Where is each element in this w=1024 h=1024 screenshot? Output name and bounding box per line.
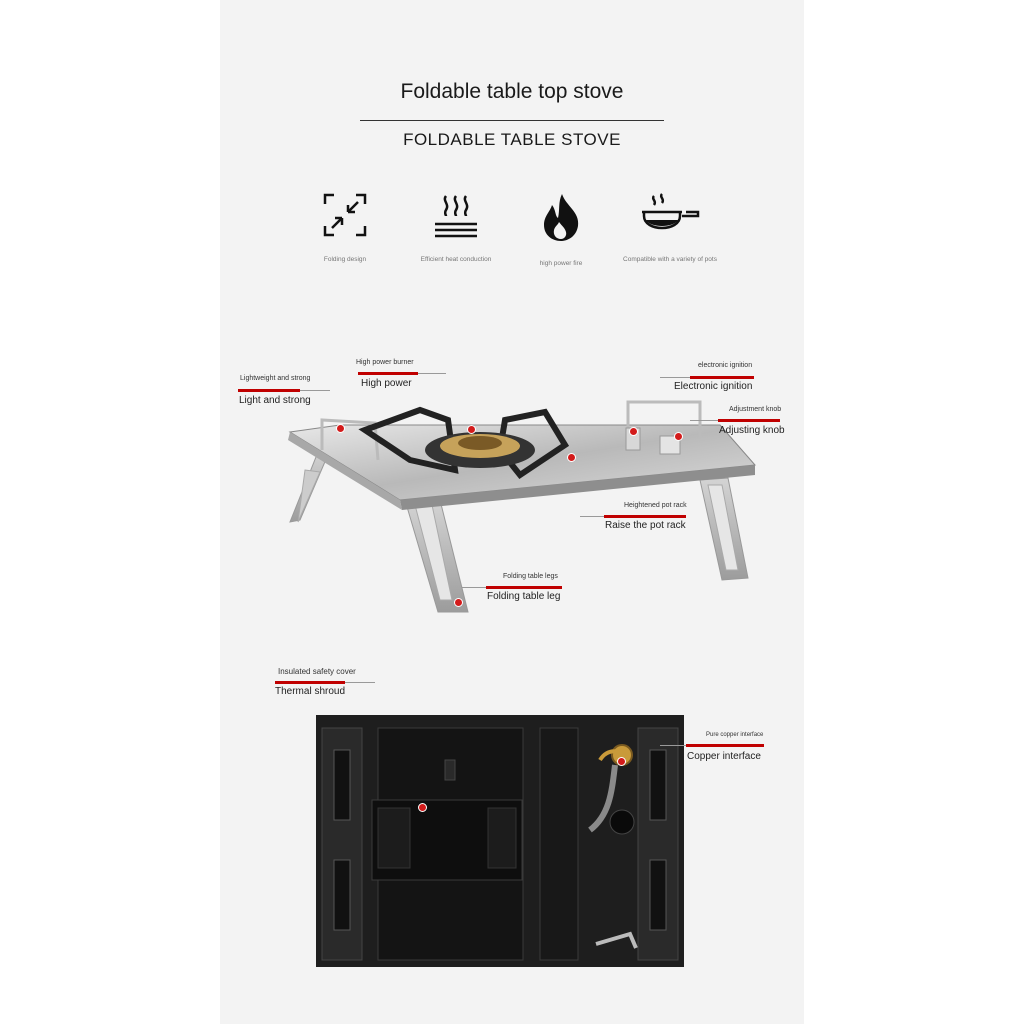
page-title: Foldable table top stove bbox=[400, 80, 624, 103]
label-light-big: Light and strong bbox=[239, 395, 311, 406]
label-knob-big: Adjusting knob bbox=[719, 425, 785, 436]
label-light-small: Lightweight and strong bbox=[240, 375, 311, 382]
feature-caption-pot: Compatible with a variety of pots bbox=[623, 256, 717, 263]
label-ignition-big: Electronic ignition bbox=[674, 381, 753, 392]
label-copper-bar bbox=[686, 744, 764, 747]
label-cover-line bbox=[345, 682, 375, 683]
label-rack-big: Raise the pot rack bbox=[605, 520, 686, 531]
label-leg-small: Folding table legs bbox=[503, 573, 558, 580]
label-cover-small: Insulated safety cover bbox=[278, 667, 356, 676]
feature-caption-folding: Folding design bbox=[323, 256, 367, 263]
label-burner-small: High power burner bbox=[356, 359, 414, 366]
label-knob-small: Adjustment knob bbox=[729, 406, 782, 413]
label-cover-bar bbox=[275, 681, 345, 684]
label-copper-big: Copper interface bbox=[687, 751, 761, 762]
feature-caption-heat: Efficient heat conduction bbox=[420, 256, 492, 263]
feature-caption-fire: high power fire bbox=[539, 260, 583, 267]
marker-cover bbox=[418, 803, 427, 812]
marker-copper bbox=[617, 757, 626, 766]
label-cover-big: Thermal shroud bbox=[275, 686, 346, 697]
label-burner-big: High power bbox=[361, 378, 412, 389]
label-ignition-small: electronic ignition bbox=[698, 362, 753, 369]
label-leg-big: Folding table leg bbox=[487, 591, 561, 602]
page-subtitle: FOLDABLE TABLE STOVE bbox=[403, 130, 621, 149]
label-copper-small: Pure copper interface bbox=[706, 732, 764, 738]
label-rack-small: Heightened pot rack bbox=[624, 502, 687, 509]
label-copper-line bbox=[660, 745, 686, 746]
